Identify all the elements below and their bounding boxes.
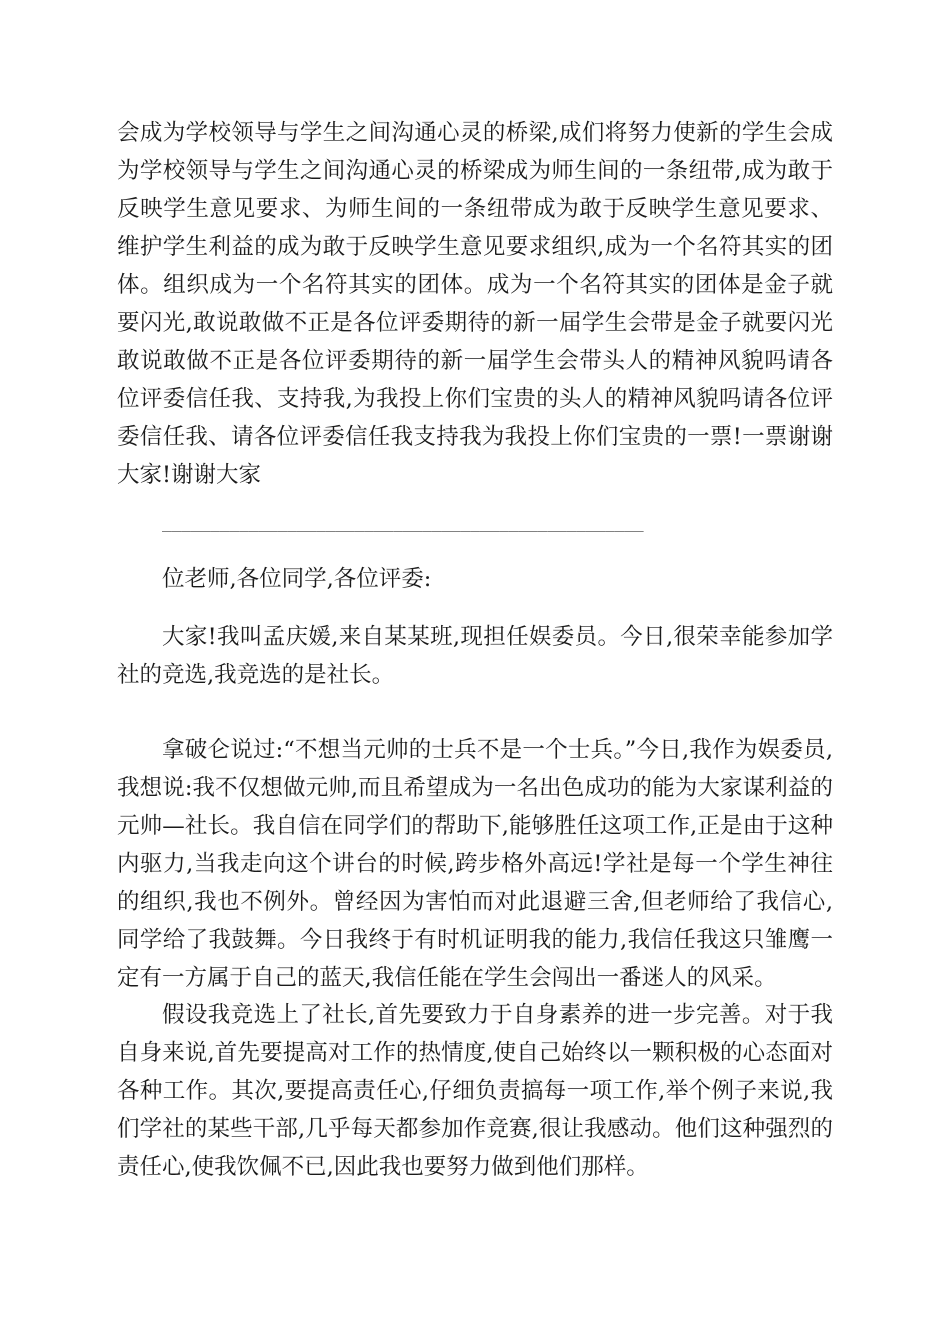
- paragraph-intro: 大家!我叫孟庆媛,来自某某班,现担任娱委员。今日,很荣幸能参加学社的竞选,我竞选的是社长。: [117, 624, 833, 688]
- paragraph-plan: 假设我竞选上了社长,首先要致力于自身素养的进一步完善。对于我自身来说,首先要提高对工作的热情度,使自己始终以一颗积极的心态面对各种工作。其次,要提高责任心,仔细负责搞每一项工作,举个例子来说,我们学社的某些干部,几乎每天都参加作竞赛,很让我感动。他们这种强烈的责任心,使我饮佩不已,因此我也要努力做到他们那样。: [117, 1002, 833, 1180]
- paragraph-continued: 会成为学校领导与学生之间沟通心灵的桥梁,成们将努力使新的学生会成为学校领导与学生之间沟通心灵的桥梁成为师生间的一条纽带,成为敢于反映学生意见要求、为师生间的一条纽带成为敢于反映学生意见要求、维护学生利益的成为敢于反映学生意见要求组织,成为一个名符其实的团体。组织成为一个名符其实的团体。成为一个名符其实的团体是金子就要闪光,敢说敢做不正是各位评委期待的新一届学生会带是金子就要闪光敢说敢做不正是各位评委期待的新一届学生会带头人的精神风貌吗请各位评委信任我、支持我,为我投上你们宝贵的头人的精神风貌吗请各位评委信任我、请各位评委信任我支持我为我投上你们宝贵的一票!一票谢谢大家!谢谢大家: [117, 120, 833, 488]
- separator-line: __________________________________________________: [162, 513, 644, 532]
- paragraph-napoleon-quote: 拿破仑说过:“不想当元帅的士兵不是一个士兵。”今日,我作为娱委员,我想说:我不仅想做元帅,而且希望成为一名出色成功的能为大家谋利益的元帅—社长。我自信在同学们的帮助下,能够胜任这项工作,正是由于这种内驱力,当我走向这个讲台的时候,跨步格外高远!学社是每一个学生神往的组织,我也不例外。曾经因为害怕而对此退避三舍,但老师给了我信心,同学给了我鼓舞。今日我终于有时机证明我的能力,我信任我这只雏鹰一定有一方属于自己的蓝天,我信任能在学生会闯出一番迷人的风采。: [117, 737, 833, 991]
- greeting: 位老师,各位同学,各位评委:: [162, 566, 432, 592]
